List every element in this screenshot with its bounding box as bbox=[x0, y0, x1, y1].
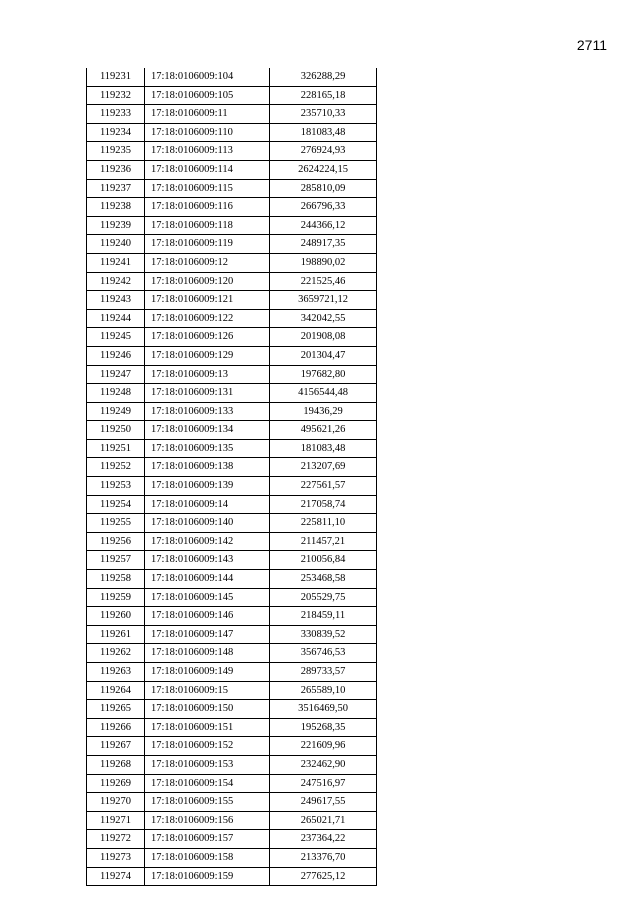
value-cell: 277625,12 bbox=[270, 867, 377, 886]
row-number-cell: 119236 bbox=[87, 160, 145, 179]
table-row bbox=[87, 793, 377, 812]
cadastral-number-cell: 17:18:0106009:138 bbox=[145, 458, 270, 477]
row-number-cell: 119258 bbox=[87, 570, 145, 589]
table-row bbox=[87, 216, 377, 235]
table-row bbox=[87, 737, 377, 756]
row-number-cell: 119252 bbox=[87, 458, 145, 477]
table-row bbox=[87, 68, 377, 86]
cadastral-number-cell: 17:18:0106009:126 bbox=[145, 328, 270, 347]
data-table bbox=[86, 68, 377, 886]
value-cell: 276924,93 bbox=[270, 142, 377, 161]
cadastral-number-cell: 17:18:0106009:144 bbox=[145, 570, 270, 589]
cadastral-number-cell: 17:18:0106009:14 bbox=[145, 495, 270, 514]
row-number-cell: 119251 bbox=[87, 439, 145, 458]
row-number-cell: 119248 bbox=[87, 384, 145, 403]
value-cell: 201304,47 bbox=[270, 346, 377, 365]
cadastral-number-cell: 17:18:0106009:134 bbox=[145, 421, 270, 440]
table-row bbox=[87, 439, 377, 458]
table-row bbox=[87, 867, 377, 886]
value-cell: 266796,33 bbox=[270, 198, 377, 217]
row-number-cell: 119272 bbox=[87, 830, 145, 849]
cadastral-number-cell: 17:18:0106009:135 bbox=[145, 439, 270, 458]
table-row bbox=[87, 830, 377, 849]
cadastral-number-cell: 17:18:0106009:159 bbox=[145, 867, 270, 886]
table-row bbox=[87, 477, 377, 496]
row-number-cell: 119232 bbox=[87, 86, 145, 105]
cadastral-number-cell: 17:18:0106009:150 bbox=[145, 700, 270, 719]
table-row bbox=[87, 532, 377, 551]
table-row bbox=[87, 384, 377, 403]
page-number: 2711 bbox=[576, 37, 607, 53]
table-row bbox=[87, 179, 377, 198]
cadastral-number-cell: 17:18:0106009:104 bbox=[145, 68, 270, 86]
row-number-cell: 119237 bbox=[87, 179, 145, 198]
row-number-cell: 119240 bbox=[87, 235, 145, 254]
table-row bbox=[87, 421, 377, 440]
value-cell: 213207,69 bbox=[270, 458, 377, 477]
cadastral-number-cell: 17:18:0106009:149 bbox=[145, 663, 270, 682]
row-number-cell: 119255 bbox=[87, 514, 145, 533]
row-number-cell: 119263 bbox=[87, 663, 145, 682]
value-cell: 285810,09 bbox=[270, 179, 377, 198]
cadastral-number-cell: 17:18:0106009:133 bbox=[145, 402, 270, 421]
value-cell: 221525,46 bbox=[270, 272, 377, 291]
table-row bbox=[87, 123, 377, 142]
cadastral-number-cell: 17:18:0106009:143 bbox=[145, 551, 270, 570]
table-row bbox=[87, 291, 377, 310]
value-cell: 249617,55 bbox=[270, 793, 377, 812]
row-number-cell: 119270 bbox=[87, 793, 145, 812]
value-cell: 265021,71 bbox=[270, 811, 377, 830]
cadastral-number-cell: 17:18:0106009:148 bbox=[145, 644, 270, 663]
table-row bbox=[87, 365, 377, 384]
row-number-cell: 119256 bbox=[87, 532, 145, 551]
row-number-cell: 119257 bbox=[87, 551, 145, 570]
row-number-cell: 119235 bbox=[87, 142, 145, 161]
table-row bbox=[87, 848, 377, 867]
row-number-cell: 119254 bbox=[87, 495, 145, 514]
value-cell: 247516,97 bbox=[270, 774, 377, 793]
value-cell: 3516469,50 bbox=[270, 700, 377, 719]
table-row bbox=[87, 718, 377, 737]
table-row bbox=[87, 663, 377, 682]
row-number-cell: 119273 bbox=[87, 848, 145, 867]
value-cell: 181083,48 bbox=[270, 123, 377, 142]
row-number-cell: 119266 bbox=[87, 718, 145, 737]
cadastral-number-cell: 17:18:0106009:147 bbox=[145, 625, 270, 644]
cadastral-number-cell: 17:18:0106009:157 bbox=[145, 830, 270, 849]
row-number-cell: 119231 bbox=[87, 68, 145, 86]
row-number-cell: 119271 bbox=[87, 811, 145, 830]
value-cell: 210056,84 bbox=[270, 551, 377, 570]
value-cell: 330839,52 bbox=[270, 625, 377, 644]
value-cell: 495621,26 bbox=[270, 421, 377, 440]
value-cell: 221609,96 bbox=[270, 737, 377, 756]
row-number-cell: 119250 bbox=[87, 421, 145, 440]
value-cell: 201908,08 bbox=[270, 328, 377, 347]
table-row bbox=[87, 346, 377, 365]
cadastral-number-cell: 17:18:0106009:154 bbox=[145, 774, 270, 793]
row-number-cell: 119265 bbox=[87, 700, 145, 719]
cadastral-number-cell: 17:18:0106009:12 bbox=[145, 253, 270, 272]
row-number-cell: 119239 bbox=[87, 216, 145, 235]
row-number-cell: 119243 bbox=[87, 291, 145, 310]
cadastral-number-cell: 17:18:0106009:105 bbox=[145, 86, 270, 105]
value-cell: 232462,90 bbox=[270, 755, 377, 774]
value-cell: 342042,55 bbox=[270, 309, 377, 328]
value-cell: 211457,21 bbox=[270, 532, 377, 551]
row-number-cell: 119262 bbox=[87, 644, 145, 663]
table-row bbox=[87, 253, 377, 272]
table-row bbox=[87, 142, 377, 161]
value-cell: 237364,22 bbox=[270, 830, 377, 849]
cadastral-number-cell: 17:18:0106009:122 bbox=[145, 309, 270, 328]
table-body bbox=[87, 68, 377, 886]
cadastral-number-cell: 17:18:0106009:151 bbox=[145, 718, 270, 737]
row-number-cell: 119233 bbox=[87, 105, 145, 124]
table-row bbox=[87, 644, 377, 663]
cadastral-number-cell: 17:18:0106009:120 bbox=[145, 272, 270, 291]
value-cell: 3659721,12 bbox=[270, 291, 377, 310]
cadastral-number-cell: 17:18:0106009:116 bbox=[145, 198, 270, 217]
cadastral-number-cell: 17:18:0106009:115 bbox=[145, 179, 270, 198]
row-number-cell: 119253 bbox=[87, 477, 145, 496]
table-row bbox=[87, 570, 377, 589]
row-number-cell: 119269 bbox=[87, 774, 145, 793]
cadastral-number-cell: 17:18:0106009:119 bbox=[145, 235, 270, 254]
table-row bbox=[87, 235, 377, 254]
cadastral-number-cell: 17:18:0106009:129 bbox=[145, 346, 270, 365]
table-row bbox=[87, 105, 377, 124]
value-cell: 225811,10 bbox=[270, 514, 377, 533]
value-cell: 197682,80 bbox=[270, 365, 377, 384]
value-cell: 2624224,15 bbox=[270, 160, 377, 179]
value-cell: 228165,18 bbox=[270, 86, 377, 105]
cadastral-number-cell: 17:18:0106009:145 bbox=[145, 588, 270, 607]
cadastral-number-cell: 17:18:0106009:11 bbox=[145, 105, 270, 124]
value-cell: 217058,74 bbox=[270, 495, 377, 514]
row-number-cell: 119242 bbox=[87, 272, 145, 291]
table-row bbox=[87, 402, 377, 421]
value-cell: 195268,35 bbox=[270, 718, 377, 737]
row-number-cell: 119238 bbox=[87, 198, 145, 217]
value-cell: 205529,75 bbox=[270, 588, 377, 607]
value-cell: 265589,10 bbox=[270, 681, 377, 700]
value-cell: 244366,12 bbox=[270, 216, 377, 235]
cadastral-number-cell: 17:18:0106009:152 bbox=[145, 737, 270, 756]
cadastral-number-cell: 17:18:0106009:131 bbox=[145, 384, 270, 403]
table-row bbox=[87, 607, 377, 626]
table-row bbox=[87, 551, 377, 570]
cadastral-number-cell: 17:18:0106009:15 bbox=[145, 681, 270, 700]
table-row bbox=[87, 86, 377, 105]
cadastral-number-cell: 17:18:0106009:156 bbox=[145, 811, 270, 830]
cadastral-number-cell: 17:18:0106009:140 bbox=[145, 514, 270, 533]
cadastral-number-cell: 17:18:0106009:158 bbox=[145, 848, 270, 867]
cadastral-number-cell: 17:18:0106009:146 bbox=[145, 607, 270, 626]
value-cell: 235710,33 bbox=[270, 105, 377, 124]
value-cell: 227561,57 bbox=[270, 477, 377, 496]
table-row bbox=[87, 458, 377, 477]
value-cell: 326288,29 bbox=[270, 68, 377, 86]
row-number-cell: 119245 bbox=[87, 328, 145, 347]
row-number-cell: 119268 bbox=[87, 755, 145, 774]
row-number-cell: 119234 bbox=[87, 123, 145, 142]
row-number-cell: 119274 bbox=[87, 867, 145, 886]
value-cell: 248917,35 bbox=[270, 235, 377, 254]
value-cell: 218459,11 bbox=[270, 607, 377, 626]
cadastral-number-cell: 17:18:0106009:142 bbox=[145, 532, 270, 551]
table-row bbox=[87, 700, 377, 719]
value-cell: 4156544,48 bbox=[270, 384, 377, 403]
row-number-cell: 119244 bbox=[87, 309, 145, 328]
row-number-cell: 119246 bbox=[87, 346, 145, 365]
row-number-cell: 119260 bbox=[87, 607, 145, 626]
row-number-cell: 119259 bbox=[87, 588, 145, 607]
cadastral-number-cell: 17:18:0106009:121 bbox=[145, 291, 270, 310]
row-number-cell: 119267 bbox=[87, 737, 145, 756]
table-row bbox=[87, 755, 377, 774]
value-cell: 356746,53 bbox=[270, 644, 377, 663]
cadastral-number-cell: 17:18:0106009:13 bbox=[145, 365, 270, 384]
row-number-cell: 119264 bbox=[87, 681, 145, 700]
value-cell: 19436,29 bbox=[270, 402, 377, 421]
row-number-cell: 119261 bbox=[87, 625, 145, 644]
cadastral-number-cell: 17:18:0106009:110 bbox=[145, 123, 270, 142]
value-cell: 289733,57 bbox=[270, 663, 377, 682]
value-cell: 253468,58 bbox=[270, 570, 377, 589]
cadastral-number-cell: 17:18:0106009:155 bbox=[145, 793, 270, 812]
table-row bbox=[87, 811, 377, 830]
cadastral-number-cell: 17:18:0106009:118 bbox=[145, 216, 270, 235]
cadastral-number-cell: 17:18:0106009:153 bbox=[145, 755, 270, 774]
value-cell: 198890,02 bbox=[270, 253, 377, 272]
table-row bbox=[87, 328, 377, 347]
table-row bbox=[87, 774, 377, 793]
table-row bbox=[87, 309, 377, 328]
row-number-cell: 119249 bbox=[87, 402, 145, 421]
cadastral-number-cell: 17:18:0106009:114 bbox=[145, 160, 270, 179]
row-number-cell: 119247 bbox=[87, 365, 145, 384]
table-row bbox=[87, 495, 377, 514]
table-row bbox=[87, 514, 377, 533]
table-row bbox=[87, 681, 377, 700]
table-row bbox=[87, 272, 377, 291]
table-row bbox=[87, 160, 377, 179]
cadastral-number-cell: 17:18:0106009:113 bbox=[145, 142, 270, 161]
row-number-cell: 119241 bbox=[87, 253, 145, 272]
table-row bbox=[87, 588, 377, 607]
value-cell: 213376,70 bbox=[270, 848, 377, 867]
table-row bbox=[87, 198, 377, 217]
value-cell: 181083,48 bbox=[270, 439, 377, 458]
cadastral-number-cell: 17:18:0106009:139 bbox=[145, 477, 270, 496]
table-row bbox=[87, 625, 377, 644]
